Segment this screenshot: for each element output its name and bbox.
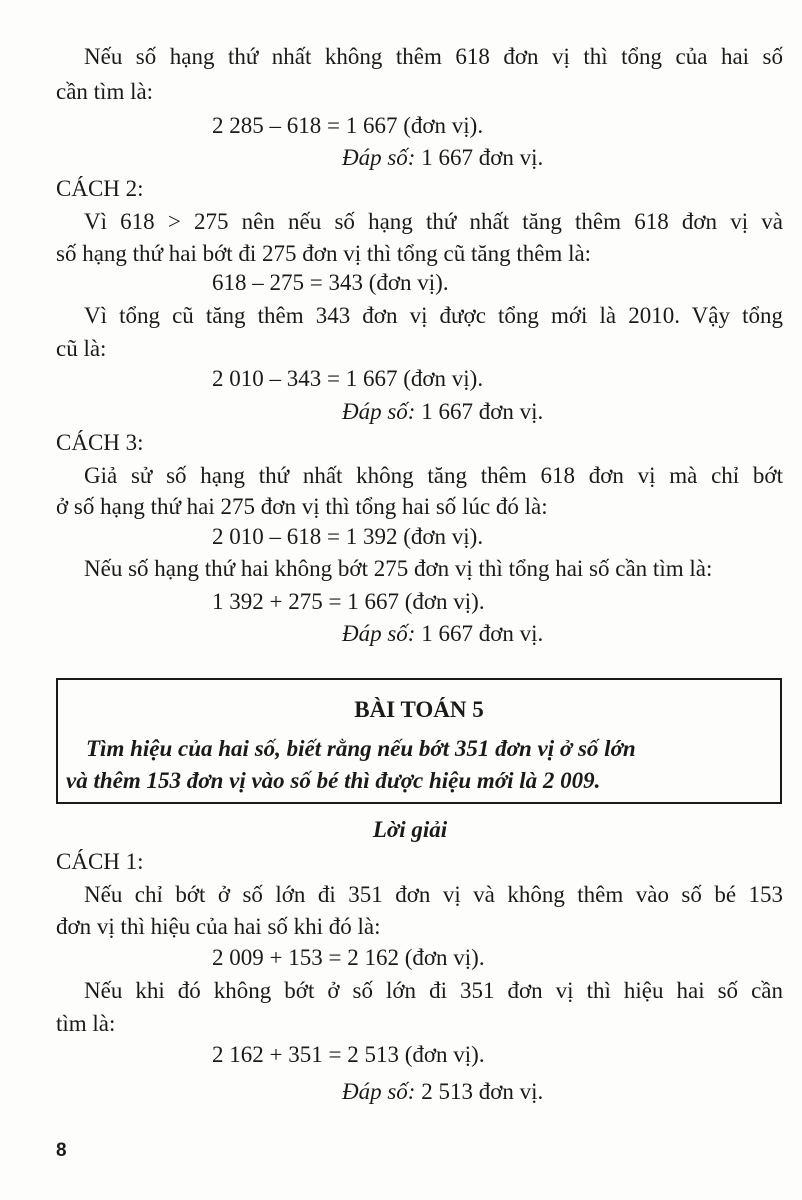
method-heading: CÁCH 3: bbox=[56, 430, 144, 455]
answer-value: 2 513 đơn vị. bbox=[415, 1079, 544, 1104]
paragraph-line: Nếu số hạng thứ nhất không thêm 618 đơn vị thì tổng của hai số bbox=[84, 44, 783, 69]
paragraph-line: Nếu chỉ bớt ở số lớn đi 351 đơn vị và không thêm vào số bé 153 bbox=[84, 882, 783, 907]
paragraph-line: cũ là: bbox=[56, 336, 107, 361]
answer-label: Đáp số: bbox=[342, 399, 416, 424]
answer-value: 1 667 đơn vị. bbox=[415, 145, 544, 170]
paragraph-line: Giả sử số hạng thứ nhất không tăng thêm 618 đơn vị mà chỉ bớt bbox=[84, 463, 783, 488]
problem-statement-line: Tìm hiệu của hai số, biết rằng nếu bớt 351 đơn vị ở số lớn bbox=[86, 736, 636, 761]
paragraph-line: số hạng thứ hai bớt đi 275 đơn vị thì tổng cũ tăng thêm là: bbox=[56, 241, 592, 266]
equation: 2 009 + 153 = 2 162 (đơn vị). bbox=[212, 945, 485, 970]
equation: 2 162 + 351 = 2 513 (đơn vị). bbox=[212, 1042, 485, 1067]
page-number: 8 bbox=[56, 1140, 67, 1161]
answer-value: 1 667 đơn vị. bbox=[415, 621, 544, 646]
answer bbox=[342, 143, 543, 173]
method-heading: CÁCH 2: bbox=[56, 176, 144, 201]
paragraph-line: tìm là: bbox=[56, 1011, 116, 1036]
equation: 2 285 – 618 = 1 667 (đơn vị). bbox=[212, 113, 484, 138]
answer-label: Đáp số: bbox=[342, 621, 416, 646]
equation: 618 – 275 = 343 (đơn vị). bbox=[212, 270, 449, 295]
paragraph-line: Nếu số hạng thứ hai không bớt 275 đơn vị thì tổng hai số cần tìm là: bbox=[84, 556, 713, 581]
answer-label: Đáp số: bbox=[342, 145, 416, 170]
problem-statement-line: và thêm 153 đơn vị vào số bé thì được hiệu mới là 2 009. bbox=[66, 768, 601, 793]
paragraph-line: Vì 618 > 275 nên nếu số hạng thứ nhất tăng thêm 618 đơn vị và bbox=[84, 209, 783, 234]
equation: 1 392 + 275 = 1 667 (đơn vị). bbox=[212, 589, 485, 614]
answer-value: 1 667 đơn vị. bbox=[415, 399, 544, 424]
paragraph-line: Vì tổng cũ tăng thêm 343 đơn vị được tổng mới là 2010. Vậy tổng bbox=[84, 303, 783, 328]
paragraph-line: đơn vị thì hiệu của hai số khi đó là: bbox=[56, 914, 381, 939]
problem-title: BÀI TOÁN 5 bbox=[354, 697, 484, 722]
paragraph-line: cần tìm là: bbox=[56, 79, 154, 104]
problem-box bbox=[56, 678, 782, 804]
equation: 2 010 – 343 = 1 667 (đơn vị). bbox=[212, 366, 484, 391]
solution-title: Lời giải bbox=[372, 817, 448, 842]
answer-label: Đáp số: bbox=[342, 1079, 416, 1104]
method-heading: CÁCH 1: bbox=[56, 849, 144, 874]
answer bbox=[342, 1077, 543, 1107]
equation: 2 010 – 618 = 1 392 (đơn vị). bbox=[212, 524, 484, 549]
paragraph-line: ở số hạng thứ hai 275 đơn vị thì tổng hai số lúc đó là: bbox=[56, 494, 548, 519]
answer bbox=[342, 397, 543, 427]
answer bbox=[342, 619, 543, 649]
paragraph-line: Nếu khi đó không bớt ở số lớn đi 351 đơn vị thì hiệu hai số cần bbox=[84, 978, 783, 1003]
